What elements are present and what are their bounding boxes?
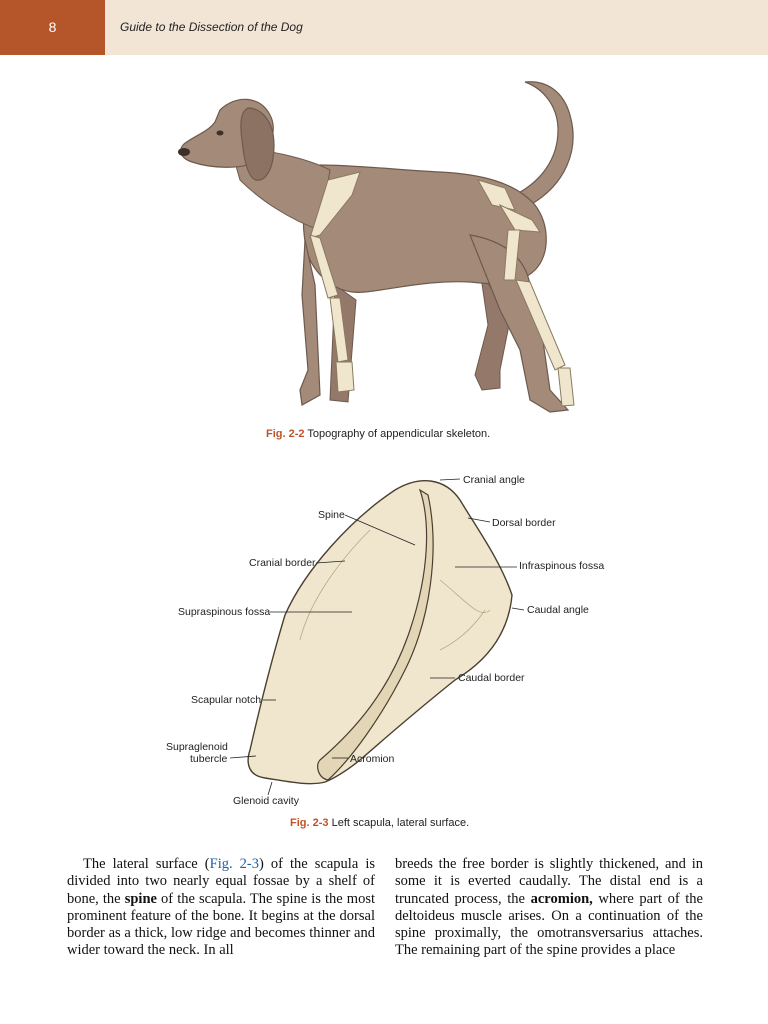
figure-reference-link[interactable]: Fig. 2-3 (209, 856, 259, 872)
figure-2-3-caption-text: Left scapula, lateral surface. (331, 817, 470, 829)
text-run: of the scapula. The spine is the most prominent feature of the bone. It begins at the dorsal border as a thick, low ridge and becomes thinner and wider toward the neck. In all (67, 890, 375, 959)
label-caudal-border: Caudal border (458, 672, 525, 684)
text-run: breeds the free border is slightly thickened, and in some it is everted caudally. The distal end is a truncated process, the (395, 856, 703, 907)
page-number: 8 (48, 19, 57, 35)
running-title: Guide to the Dissection of the Dog (120, 20, 303, 34)
figure-2-2-caption-text: Topography of appendicular skeleton. (307, 428, 491, 440)
label-glenoid-cavity: Glenoid cavity (233, 795, 299, 807)
label-scapular-notch: Scapular notch (191, 694, 262, 706)
label-acromion: Acromion (350, 753, 395, 765)
label-cranial-border: Cranial border (249, 557, 316, 569)
figure-2-2-caption (266, 428, 490, 440)
body-paragraph-left (67, 856, 375, 960)
label-supraglenoid-line2: tubercle (190, 753, 228, 765)
figure-2-3-label: Fig. 2-3 (290, 817, 329, 829)
text-run: The lateral surface ( (83, 856, 210, 872)
label-spine: Spine (318, 509, 345, 521)
text-run: where part of the deltoideus muscle arises. On a continuation of the spine proximally, the omotransversarius attaches. The remaining part of the spine provides a place (395, 890, 703, 959)
label-supraglenoid-line1: Supraglenoid (166, 741, 228, 753)
label-cranial-angle: Cranial angle (463, 474, 525, 486)
text-run: ) of the scapula is divided into two nearly equal fossae by a shelf of bone, the (67, 856, 376, 907)
scapula-shape (248, 481, 512, 784)
term-spine: spine (124, 890, 157, 907)
term-acromion: acromion, (530, 890, 593, 907)
label-supraspinous-fossa: Supraspinous fossa (178, 606, 271, 618)
figure-2-2-label: Fig. 2-2 (266, 428, 305, 440)
label-caudal-angle: Caudal angle (527, 604, 589, 616)
body-column-left (67, 856, 375, 960)
page-header (0, 0, 768, 55)
label-dorsal-border: Dorsal border (492, 517, 556, 529)
scapula-diagram (0, 460, 768, 820)
body-column-right (395, 856, 703, 960)
figure-2-3-caption (290, 817, 469, 829)
dog-skeleton-illustration (170, 70, 600, 420)
body-paragraph-right (395, 856, 703, 960)
page-number-box (0, 0, 105, 55)
label-infraspinous-fossa: Infraspinous fossa (519, 560, 605, 572)
